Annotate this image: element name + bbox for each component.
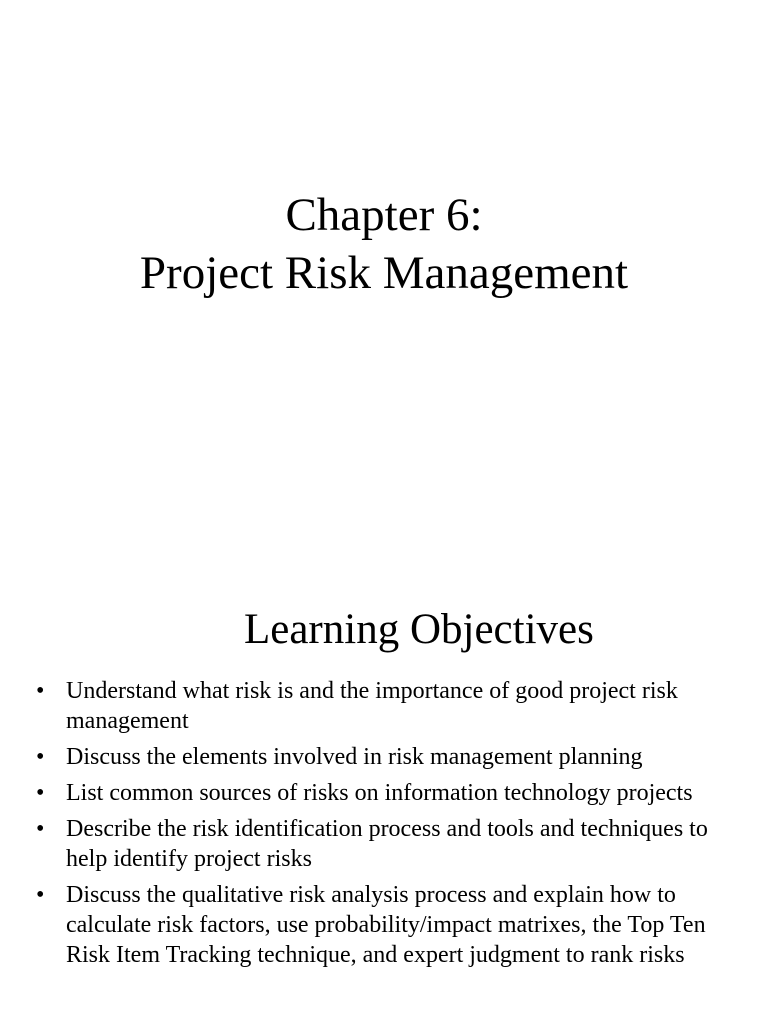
bullet-icon: • bbox=[36, 678, 45, 704]
objective-item bbox=[36, 676, 741, 736]
learning-objectives-slide bbox=[0, 560, 768, 1024]
objective-item bbox=[36, 778, 741, 808]
objective-item bbox=[36, 880, 741, 970]
objective-text: List common sources of risks on information technology projects bbox=[66, 780, 693, 806]
objective-item bbox=[36, 814, 741, 874]
objective-text: Understand what risk is and the importance of good project risk management bbox=[66, 678, 678, 734]
objective-text: Discuss the elements involved in risk management planning bbox=[66, 744, 643, 770]
chapter-title bbox=[0, 186, 768, 302]
objective-text: Discuss the qualitative risk analysis process and explain how to calculate risk factors, use probability/impact matrixes, the Top Ten Risk Item Tracking technique, and expert judgment to rank risks bbox=[66, 882, 706, 968]
chapter-name: Project Risk Management bbox=[139, 247, 629, 299]
bullet-icon: • bbox=[36, 744, 45, 770]
bullet-icon: • bbox=[36, 816, 45, 842]
bullet-icon: • bbox=[36, 780, 45, 806]
objectives-list bbox=[36, 676, 741, 976]
objectives-heading: Learning Objectives bbox=[244, 606, 594, 653]
objective-item bbox=[36, 742, 741, 772]
objective-text: Describe the risk identification process and tools and techniques to help identify project risks bbox=[66, 816, 708, 872]
bullet-icon: • bbox=[36, 882, 45, 908]
chapter-number: Chapter 6: bbox=[285, 189, 483, 241]
